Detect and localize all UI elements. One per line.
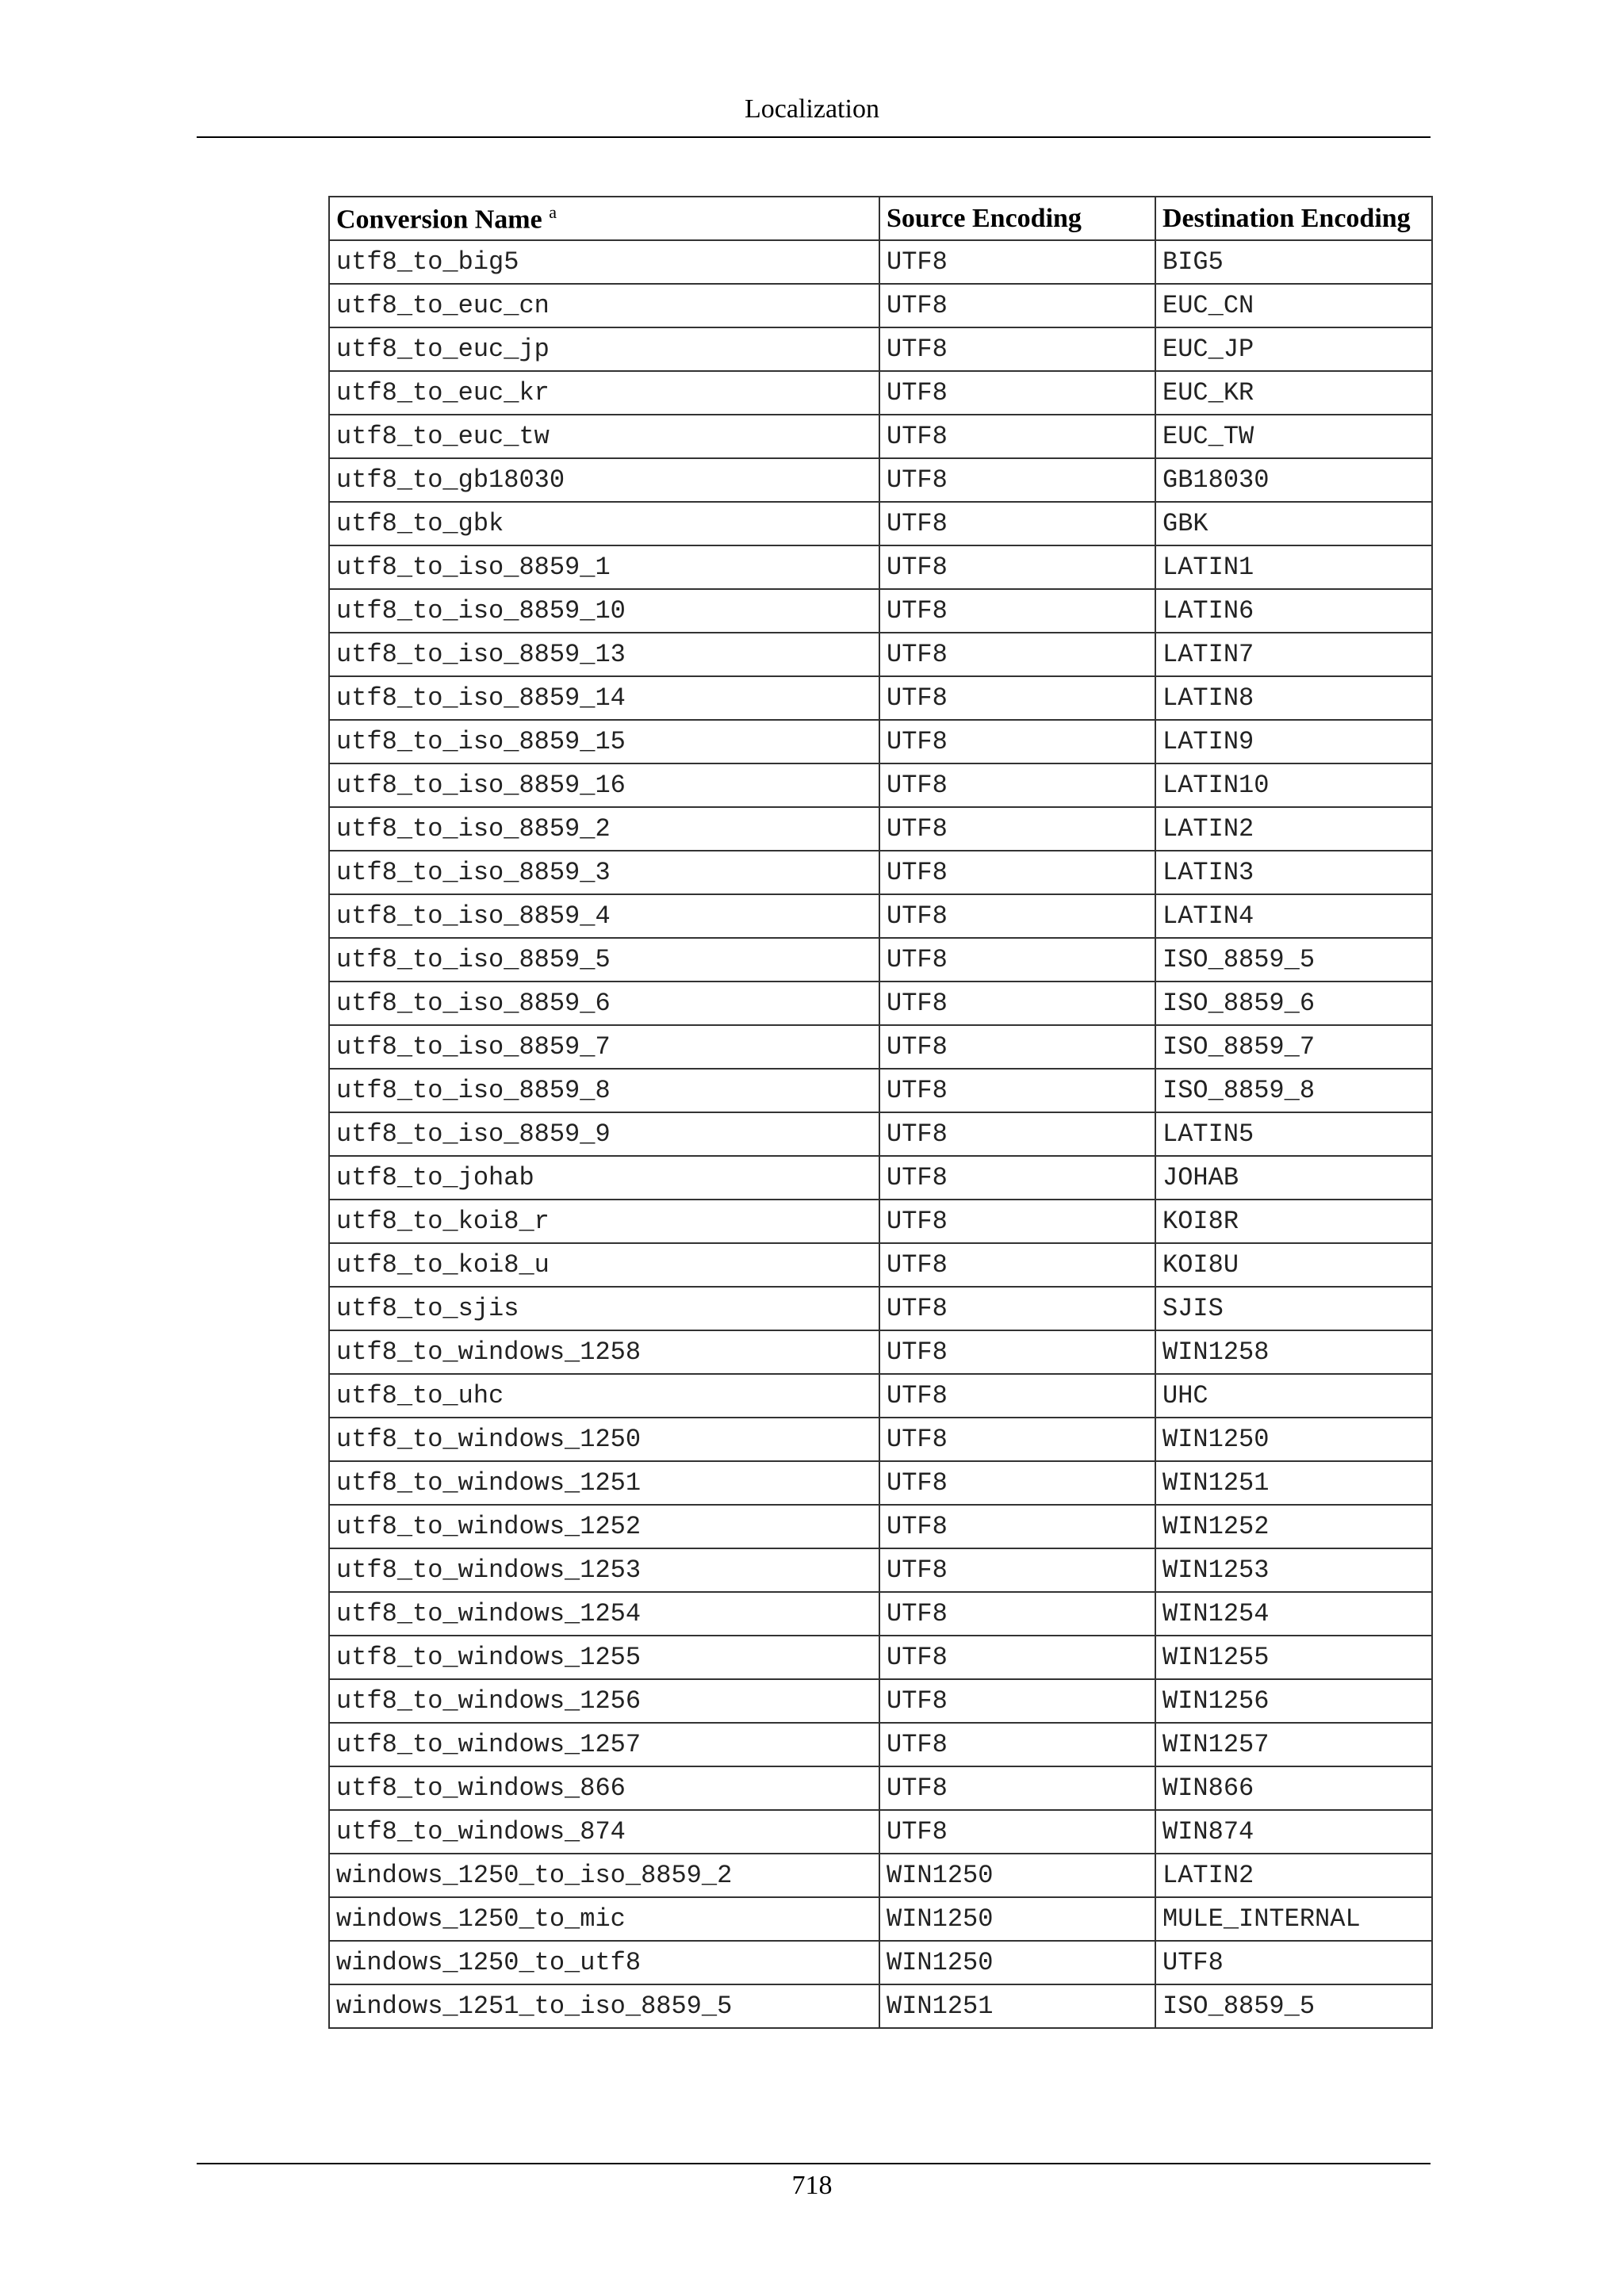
table-row: [329, 1461, 1432, 1505]
destination-encoding-cell: KOI8U: [1155, 1243, 1432, 1287]
table-row: [329, 1766, 1432, 1810]
source-encoding-cell: WIN1251: [879, 1984, 1155, 2028]
destination-encoding-cell: LATIN10: [1155, 763, 1432, 807]
column-header-conversion-name: [329, 197, 879, 240]
source-encoding-cell: UTF8: [879, 1548, 1155, 1592]
conversion-name-cell: windows_1250_to_utf8: [329, 1941, 879, 1984]
conversion-name-cell: utf8_to_iso_8859_9: [329, 1112, 879, 1156]
table-row: [329, 633, 1432, 676]
conversion-name-cell: utf8_to_sjis: [329, 1287, 879, 1330]
table-row: [329, 763, 1432, 807]
source-encoding-cell: UTF8: [879, 589, 1155, 633]
table-row: [329, 284, 1432, 327]
page-number: 718: [791, 2171, 833, 2200]
destination-encoding-cell: JOHAB: [1155, 1156, 1432, 1200]
destination-encoding-cell: ISO_8859_5: [1155, 938, 1432, 982]
destination-encoding-cell: BIG5: [1155, 240, 1432, 284]
destination-encoding-cell: WIN1251: [1155, 1461, 1432, 1505]
table-row: [329, 1636, 1432, 1679]
source-encoding-cell: UTF8: [879, 240, 1155, 284]
table-row: [329, 1854, 1432, 1897]
table-row: [329, 720, 1432, 763]
conversion-name-cell: utf8_to_big5: [329, 240, 879, 284]
source-encoding-cell: UTF8: [879, 502, 1155, 545]
conversion-name-cell: utf8_to_johab: [329, 1156, 879, 1200]
destination-encoding-cell: LATIN3: [1155, 851, 1432, 894]
destination-encoding-cell: WIN1253: [1155, 1548, 1432, 1592]
table-row: [329, 1374, 1432, 1418]
destination-encoding-cell: EUC_KR: [1155, 371, 1432, 415]
conversion-name-cell: utf8_to_iso_8859_2: [329, 807, 879, 851]
table-row: [329, 1200, 1432, 1243]
table-row: [329, 1112, 1432, 1156]
table-row: [329, 851, 1432, 894]
destination-encoding-cell: LATIN7: [1155, 633, 1432, 676]
destination-encoding-cell: LATIN9: [1155, 720, 1432, 763]
source-encoding-cell: UTF8: [879, 1112, 1155, 1156]
source-encoding-cell: WIN1250: [879, 1854, 1155, 1897]
conversion-name-cell: utf8_to_windows_866: [329, 1766, 879, 1810]
table-row: [329, 938, 1432, 982]
table-row: [329, 502, 1432, 545]
source-encoding-cell: UTF8: [879, 633, 1155, 676]
table-row: [329, 415, 1432, 458]
destination-encoding-cell: WIN1254: [1155, 1592, 1432, 1636]
source-encoding-cell: UTF8: [879, 1505, 1155, 1548]
destination-encoding-cell: WIN1258: [1155, 1330, 1432, 1374]
table-row: [329, 1810, 1432, 1854]
conversion-name-cell: windows_1250_to_iso_8859_2: [329, 1854, 879, 1897]
conversion-name-cell: utf8_to_windows_1255: [329, 1636, 879, 1679]
conversion-name-cell: utf8_to_iso_8859_5: [329, 938, 879, 982]
conversion-name-cell: utf8_to_windows_1256: [329, 1679, 879, 1723]
destination-encoding-cell: EUC_JP: [1155, 327, 1432, 371]
table-row: [329, 676, 1432, 720]
conversion-name-cell: utf8_to_gb18030: [329, 458, 879, 502]
footnote-marker: a: [549, 201, 557, 222]
source-encoding-cell: UTF8: [879, 371, 1155, 415]
conversion-name-cell: utf8_to_iso_8859_16: [329, 763, 879, 807]
header-rule: [197, 136, 1431, 138]
conversion-name-cell: utf8_to_windows_874: [329, 1810, 879, 1854]
source-encoding-cell: UTF8: [879, 415, 1155, 458]
destination-encoding-cell: WIN866: [1155, 1766, 1432, 1810]
table-row: [329, 545, 1432, 589]
table-row: [329, 1418, 1432, 1461]
source-encoding-cell: UTF8: [879, 1025, 1155, 1069]
table-row: [329, 327, 1432, 371]
conversion-name-cell: utf8_to_koi8_u: [329, 1243, 879, 1287]
destination-encoding-cell: MULE_INTERNAL: [1155, 1897, 1432, 1941]
conversion-name-cell: utf8_to_windows_1253: [329, 1548, 879, 1592]
source-encoding-cell: UTF8: [879, 1592, 1155, 1636]
conversion-name-cell: utf8_to_gbk: [329, 502, 879, 545]
table-row: [329, 1069, 1432, 1112]
destination-encoding-cell: WIN1256: [1155, 1679, 1432, 1723]
table-row: [329, 458, 1432, 502]
destination-encoding-cell: EUC_CN: [1155, 284, 1432, 327]
conversion-name-cell: utf8_to_iso_8859_7: [329, 1025, 879, 1069]
conversion-name-cell: utf8_to_iso_8859_1: [329, 545, 879, 589]
source-encoding-cell: UTF8: [879, 720, 1155, 763]
destination-encoding-cell: ISO_8859_5: [1155, 1984, 1432, 2028]
table-row: [329, 807, 1432, 851]
column-header-label: Conversion Name: [336, 205, 542, 235]
destination-encoding-cell: ISO_8859_6: [1155, 982, 1432, 1025]
source-encoding-cell: UTF8: [879, 284, 1155, 327]
destination-encoding-cell: KOI8R: [1155, 1200, 1432, 1243]
source-encoding-cell: UTF8: [879, 1418, 1155, 1461]
destination-encoding-cell: WIN874: [1155, 1810, 1432, 1854]
table-row: [329, 1941, 1432, 1984]
destination-encoding-cell: WIN1252: [1155, 1505, 1432, 1548]
running-header: Localization: [745, 94, 879, 124]
conversion-name-cell: utf8_to_euc_tw: [329, 415, 879, 458]
table-row: [329, 371, 1432, 415]
conversion-name-cell: utf8_to_iso_8859_14: [329, 676, 879, 720]
conversion-name-cell: utf8_to_iso_8859_10: [329, 589, 879, 633]
destination-encoding-cell: WIN1250: [1155, 1418, 1432, 1461]
conversion-name-cell: utf8_to_iso_8859_3: [329, 851, 879, 894]
conversion-name-cell: utf8_to_windows_1252: [329, 1505, 879, 1548]
source-encoding-cell: UTF8: [879, 1069, 1155, 1112]
source-encoding-cell: UTF8: [879, 1200, 1155, 1243]
destination-encoding-cell: GBK: [1155, 502, 1432, 545]
destination-encoding-cell: SJIS: [1155, 1287, 1432, 1330]
table-row: [329, 240, 1432, 284]
destination-encoding-cell: LATIN8: [1155, 676, 1432, 720]
destination-encoding-cell: ISO_8859_8: [1155, 1069, 1432, 1112]
conversion-name-cell: utf8_to_koi8_r: [329, 1200, 879, 1243]
table-row: [329, 1287, 1432, 1330]
table-row: [329, 1025, 1432, 1069]
source-encoding-cell: UTF8: [879, 1243, 1155, 1287]
source-encoding-cell: UTF8: [879, 1766, 1155, 1810]
conversion-name-cell: windows_1251_to_iso_8859_5: [329, 1984, 879, 2028]
destination-encoding-cell: LATIN1: [1155, 545, 1432, 589]
source-encoding-cell: UTF8: [879, 458, 1155, 502]
conversion-name-cell: utf8_to_windows_1257: [329, 1723, 879, 1766]
source-encoding-cell: UTF8: [879, 1461, 1155, 1505]
conversion-name-cell: utf8_to_iso_8859_8: [329, 1069, 879, 1112]
source-encoding-cell: UTF8: [879, 545, 1155, 589]
table-row: [329, 589, 1432, 633]
conversion-name-cell: utf8_to_uhc: [329, 1374, 879, 1418]
conversion-table: [328, 196, 1433, 2029]
table-row: [329, 1897, 1432, 1941]
source-encoding-cell: UTF8: [879, 1374, 1155, 1418]
destination-encoding-cell: WIN1255: [1155, 1636, 1432, 1679]
destination-encoding-cell: LATIN2: [1155, 1854, 1432, 1897]
destination-encoding-cell: ISO_8859_7: [1155, 1025, 1432, 1069]
source-encoding-cell: UTF8: [879, 807, 1155, 851]
destination-encoding-cell: LATIN4: [1155, 894, 1432, 938]
source-encoding-cell: UTF8: [879, 676, 1155, 720]
conversion-name-cell: utf8_to_euc_jp: [329, 327, 879, 371]
table-row: [329, 1984, 1432, 2028]
table-row: [329, 1156, 1432, 1200]
source-encoding-cell: WIN1250: [879, 1941, 1155, 1984]
conversion-name-cell: windows_1250_to_mic: [329, 1897, 879, 1941]
table-row: [329, 1243, 1432, 1287]
table-row: [329, 1723, 1432, 1766]
conversion-name-cell: utf8_to_euc_cn: [329, 284, 879, 327]
conversion-name-cell: utf8_to_euc_kr: [329, 371, 879, 415]
conversion-name-cell: utf8_to_iso_8859_6: [329, 982, 879, 1025]
source-encoding-cell: UTF8: [879, 763, 1155, 807]
destination-encoding-cell: GB18030: [1155, 458, 1432, 502]
source-encoding-cell: UTF8: [879, 1156, 1155, 1200]
destination-encoding-cell: LATIN5: [1155, 1112, 1432, 1156]
conversion-name-cell: utf8_to_windows_1258: [329, 1330, 879, 1374]
destination-encoding-cell: LATIN6: [1155, 589, 1432, 633]
column-header-source-encoding: Source Encoding: [879, 197, 1155, 240]
destination-encoding-cell: UTF8: [1155, 1941, 1432, 1984]
conversion-name-cell: utf8_to_windows_1250: [329, 1418, 879, 1461]
destination-encoding-cell: WIN1257: [1155, 1723, 1432, 1766]
source-encoding-cell: UTF8: [879, 1810, 1155, 1854]
conversion-name-cell: utf8_to_iso_8859_13: [329, 633, 879, 676]
destination-encoding-cell: UHC: [1155, 1374, 1432, 1418]
source-encoding-cell: WIN1250: [879, 1897, 1155, 1941]
source-encoding-cell: UTF8: [879, 1679, 1155, 1723]
source-encoding-cell: UTF8: [879, 1723, 1155, 1766]
destination-encoding-cell: EUC_TW: [1155, 415, 1432, 458]
source-encoding-cell: UTF8: [879, 982, 1155, 1025]
table-row: [329, 1505, 1432, 1548]
source-encoding-cell: UTF8: [879, 938, 1155, 982]
conversion-name-cell: utf8_to_iso_8859_15: [329, 720, 879, 763]
conversion-name-cell: utf8_to_windows_1254: [329, 1592, 879, 1636]
table-row: [329, 1330, 1432, 1374]
table-row: [329, 982, 1432, 1025]
footer-rule: [197, 2163, 1431, 2164]
conversion-name-cell: utf8_to_windows_1251: [329, 1461, 879, 1505]
destination-encoding-cell: LATIN2: [1155, 807, 1432, 851]
table-row: [329, 1679, 1432, 1723]
column-header-destination-encoding: Destination Encoding: [1155, 197, 1432, 240]
table-row: [329, 894, 1432, 938]
source-encoding-cell: UTF8: [879, 851, 1155, 894]
table-header-row: [329, 197, 1432, 240]
source-encoding-cell: UTF8: [879, 894, 1155, 938]
source-encoding-cell: UTF8: [879, 1287, 1155, 1330]
source-encoding-cell: UTF8: [879, 1330, 1155, 1374]
table-row: [329, 1548, 1432, 1592]
source-encoding-cell: UTF8: [879, 327, 1155, 371]
source-encoding-cell: UTF8: [879, 1636, 1155, 1679]
conversion-name-cell: utf8_to_iso_8859_4: [329, 894, 879, 938]
table-row: [329, 1592, 1432, 1636]
